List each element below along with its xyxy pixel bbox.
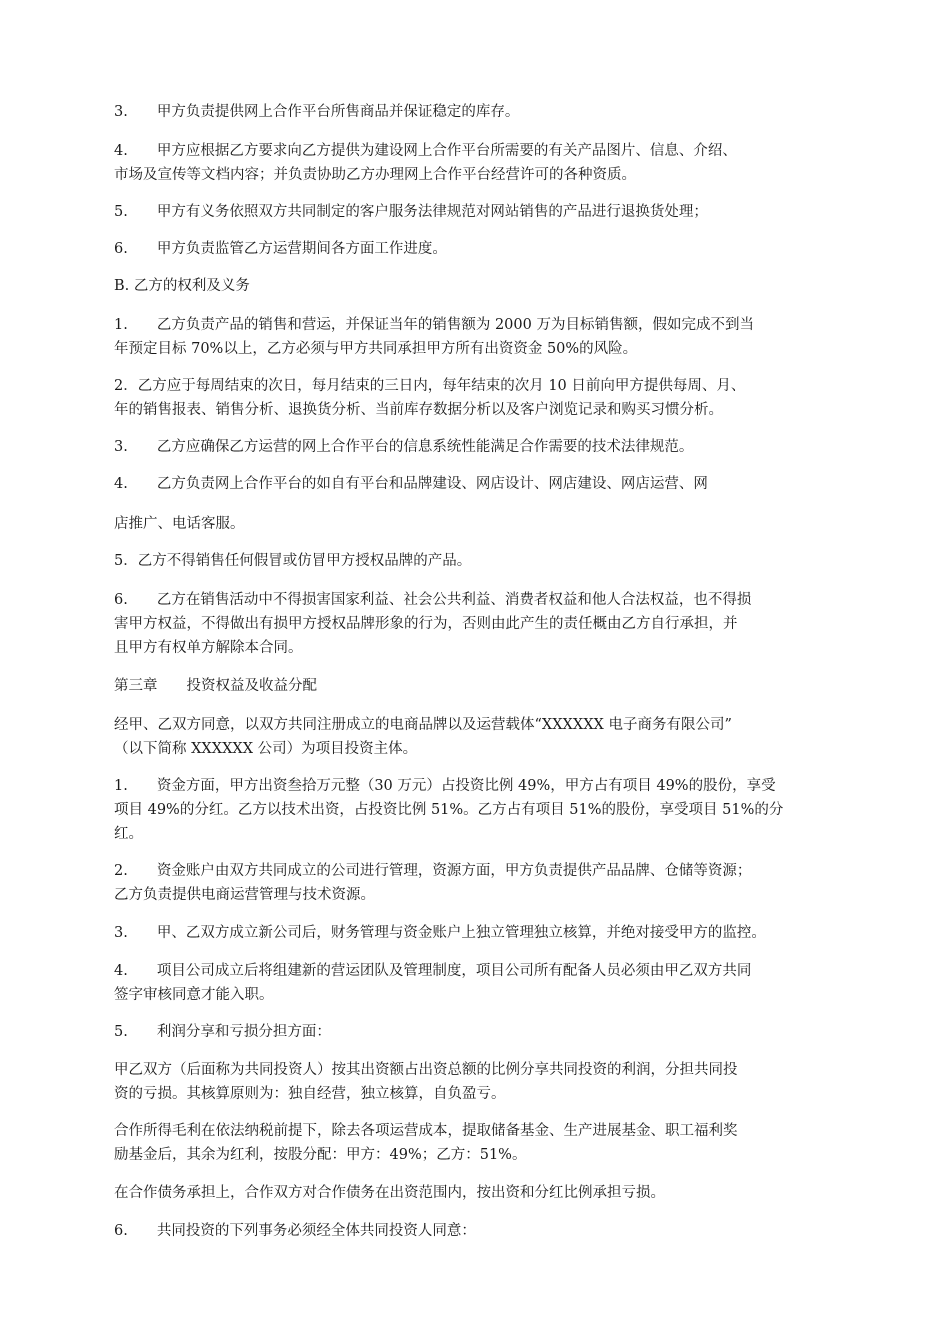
section-heading-b [114, 274, 844, 298]
paragraph-line: 1. 资金方面，甲方出资叁拾万元整（30 万元）占投资比例 49%，甲方占有项目 49%的股份，享受 [114, 778, 776, 794]
paragraph-line: 3. 甲、乙双方成立新公司后，财务管理与资金账户上独立管理独立核算，并绝对接受甲方的监控。 [114, 925, 766, 941]
paragraph-c4 [114, 959, 844, 1007]
paragraph-line: 5. 利润分享和亏损分担方面： [114, 1024, 331, 1040]
paragraph-c6 [114, 1219, 844, 1243]
paragraph-b5 [114, 549, 844, 573]
paragraph-b2 [114, 374, 844, 422]
paragraph-line: 励基金后，其余为红利，按股分配：甲方：49%；乙方：51%。 [114, 1147, 527, 1163]
paragraph-line: 店推广、电话客服。 [114, 516, 245, 532]
paragraph-a3 [114, 100, 844, 124]
paragraph-profit-sharing [114, 1058, 844, 1106]
paragraph-line: 年预定目标 70%以上，乙方必须与甲方共同承担甲方所有出资资金 50%的风险。 [114, 341, 638, 357]
paragraph-line: 经甲、乙双方同意，以双方共同注册成立的电商品牌以及运营载体“XXXXXX 电子商务有限公司” [114, 717, 732, 733]
paragraph-line: 合作所得毛利在依法纳税前提下，除去各项运营成本，提取储备基金、生产进展基金、职工福利奖 [114, 1123, 738, 1139]
paragraph-gross-profit [114, 1119, 844, 1167]
paragraph-line: 6. 乙方在销售活动中不得损害国家利益、社会公共利益、消费者权益和他人合法权益，也不得损 [114, 592, 752, 608]
paragraph-c3 [114, 921, 844, 945]
paragraph-c2 [114, 859, 844, 907]
paragraph-line: 1. 乙方负责产品的销售和营运，并保证当年的销售额为 2000 万为目标销售额，假如完成不到当 [114, 317, 754, 333]
paragraph-line: 2. 资金账户由双方共同成立的公司进行管理，资源方面，甲方负责提供产品品牌、仓储等资源； [114, 863, 752, 879]
paragraph-line: （以下简称 XXXXXX 公司）为项目投资主体。 [114, 741, 418, 757]
paragraph-b6 [114, 588, 844, 660]
paragraph-line: 5．乙方不得销售任何假冒或仿冒甲方授权品牌的产品。 [114, 553, 472, 569]
paragraph-a5 [114, 200, 844, 224]
paragraph-line: 年的销售报表、销售分析、退换货分析、当前库存数据分析以及客户浏览记录和购买习惯分析。 [114, 402, 723, 418]
paragraph-b4-continued [114, 512, 844, 536]
paragraph-line: 红。 [114, 826, 143, 842]
paragraph-line: 4. 甲方应根据乙方要求向乙方提供为建设网上合作平台所需要的有关产品图片、信息、介绍、 [114, 143, 737, 159]
paragraph-a6 [114, 237, 844, 261]
paragraph-b3 [114, 435, 844, 459]
paragraph-line: 乙方负责提供电商运营管理与技术资源。 [114, 887, 375, 903]
paragraph-debt [114, 1181, 844, 1205]
paragraph-c5 [114, 1020, 844, 1044]
paragraph-b4 [114, 472, 844, 496]
paragraph-b1 [114, 313, 844, 361]
paragraph-line: 4. 项目公司成立后将组建新的营运团队及管理制度，项目公司所有配备人员必须由甲乙双方共同 [114, 963, 752, 979]
paragraph-line: 且甲方有权单方解除本合同。 [114, 640, 303, 656]
paragraph-line: 4. 乙方负责网上合作平台的如自有平台和品牌建设、网店设计、网店建设、网店运营、网 [114, 476, 708, 492]
paragraph-a4 [114, 139, 844, 187]
chapter-title: 第三章 投资权益及收益分配 [114, 678, 317, 694]
paragraph-line: 5. 甲方有义务依照双方共同制定的客户服务法律规范对网站销售的产品进行退换货处理； [114, 204, 708, 220]
paragraph-line: 在合作债务承担上，合作双方对合作债务在出资范围内，按出资和分红比例承担亏损。 [114, 1185, 665, 1201]
paragraph-line: 市场及宣传等文档内容；并负责协助乙方办理网上合作平台经营许可的各种资质。 [114, 167, 636, 183]
paragraph-line: 3. 甲方负责提供网上合作平台所售商品并保证稳定的库存。 [114, 104, 520, 120]
paragraph-line: 资的亏损。其核算原则为：独自经营，独立核算，自负盈亏。 [114, 1086, 506, 1102]
paragraph-intro [114, 713, 844, 761]
paragraph-line: 6. 甲方负责监管乙方运营期间各方面工作进度。 [114, 241, 447, 257]
paragraph-line: 项目 49%的分红。乙方以技术出资，占投资比例 51%。乙方占有项目 51%的股份，享受项目 51%的分 [114, 802, 784, 818]
paragraph-line: 3. 乙方应确保乙方运营的网上合作平台的信息系统性能满足合作需要的技术法律规范。 [114, 439, 694, 455]
paragraph-line: 甲乙双方（后面称为共同投资人）按其出资额占出资总额的比例分享共同投资的利润，分担共同投 [114, 1062, 738, 1078]
paragraph-c1 [114, 774, 844, 846]
paragraph-line: 签字审核同意才能入职。 [114, 987, 274, 1003]
paragraph-line: 6. 共同投资的下列事务必须经全体共同投资人同意： [114, 1223, 476, 1239]
paragraph-line: 2．乙方应于每周结束的次日，每月结束的三日内，每年结束的次月 10 日前向甲方提供每周、月、 [114, 378, 746, 394]
section-heading: B. 乙方的权利及义务 [114, 278, 250, 294]
chapter-heading [114, 674, 844, 698]
paragraph-line: 害甲方权益，不得做出有损甲方授权品牌形象的行为，否则由此产生的责任概由乙方自行承担，并 [114, 616, 738, 632]
